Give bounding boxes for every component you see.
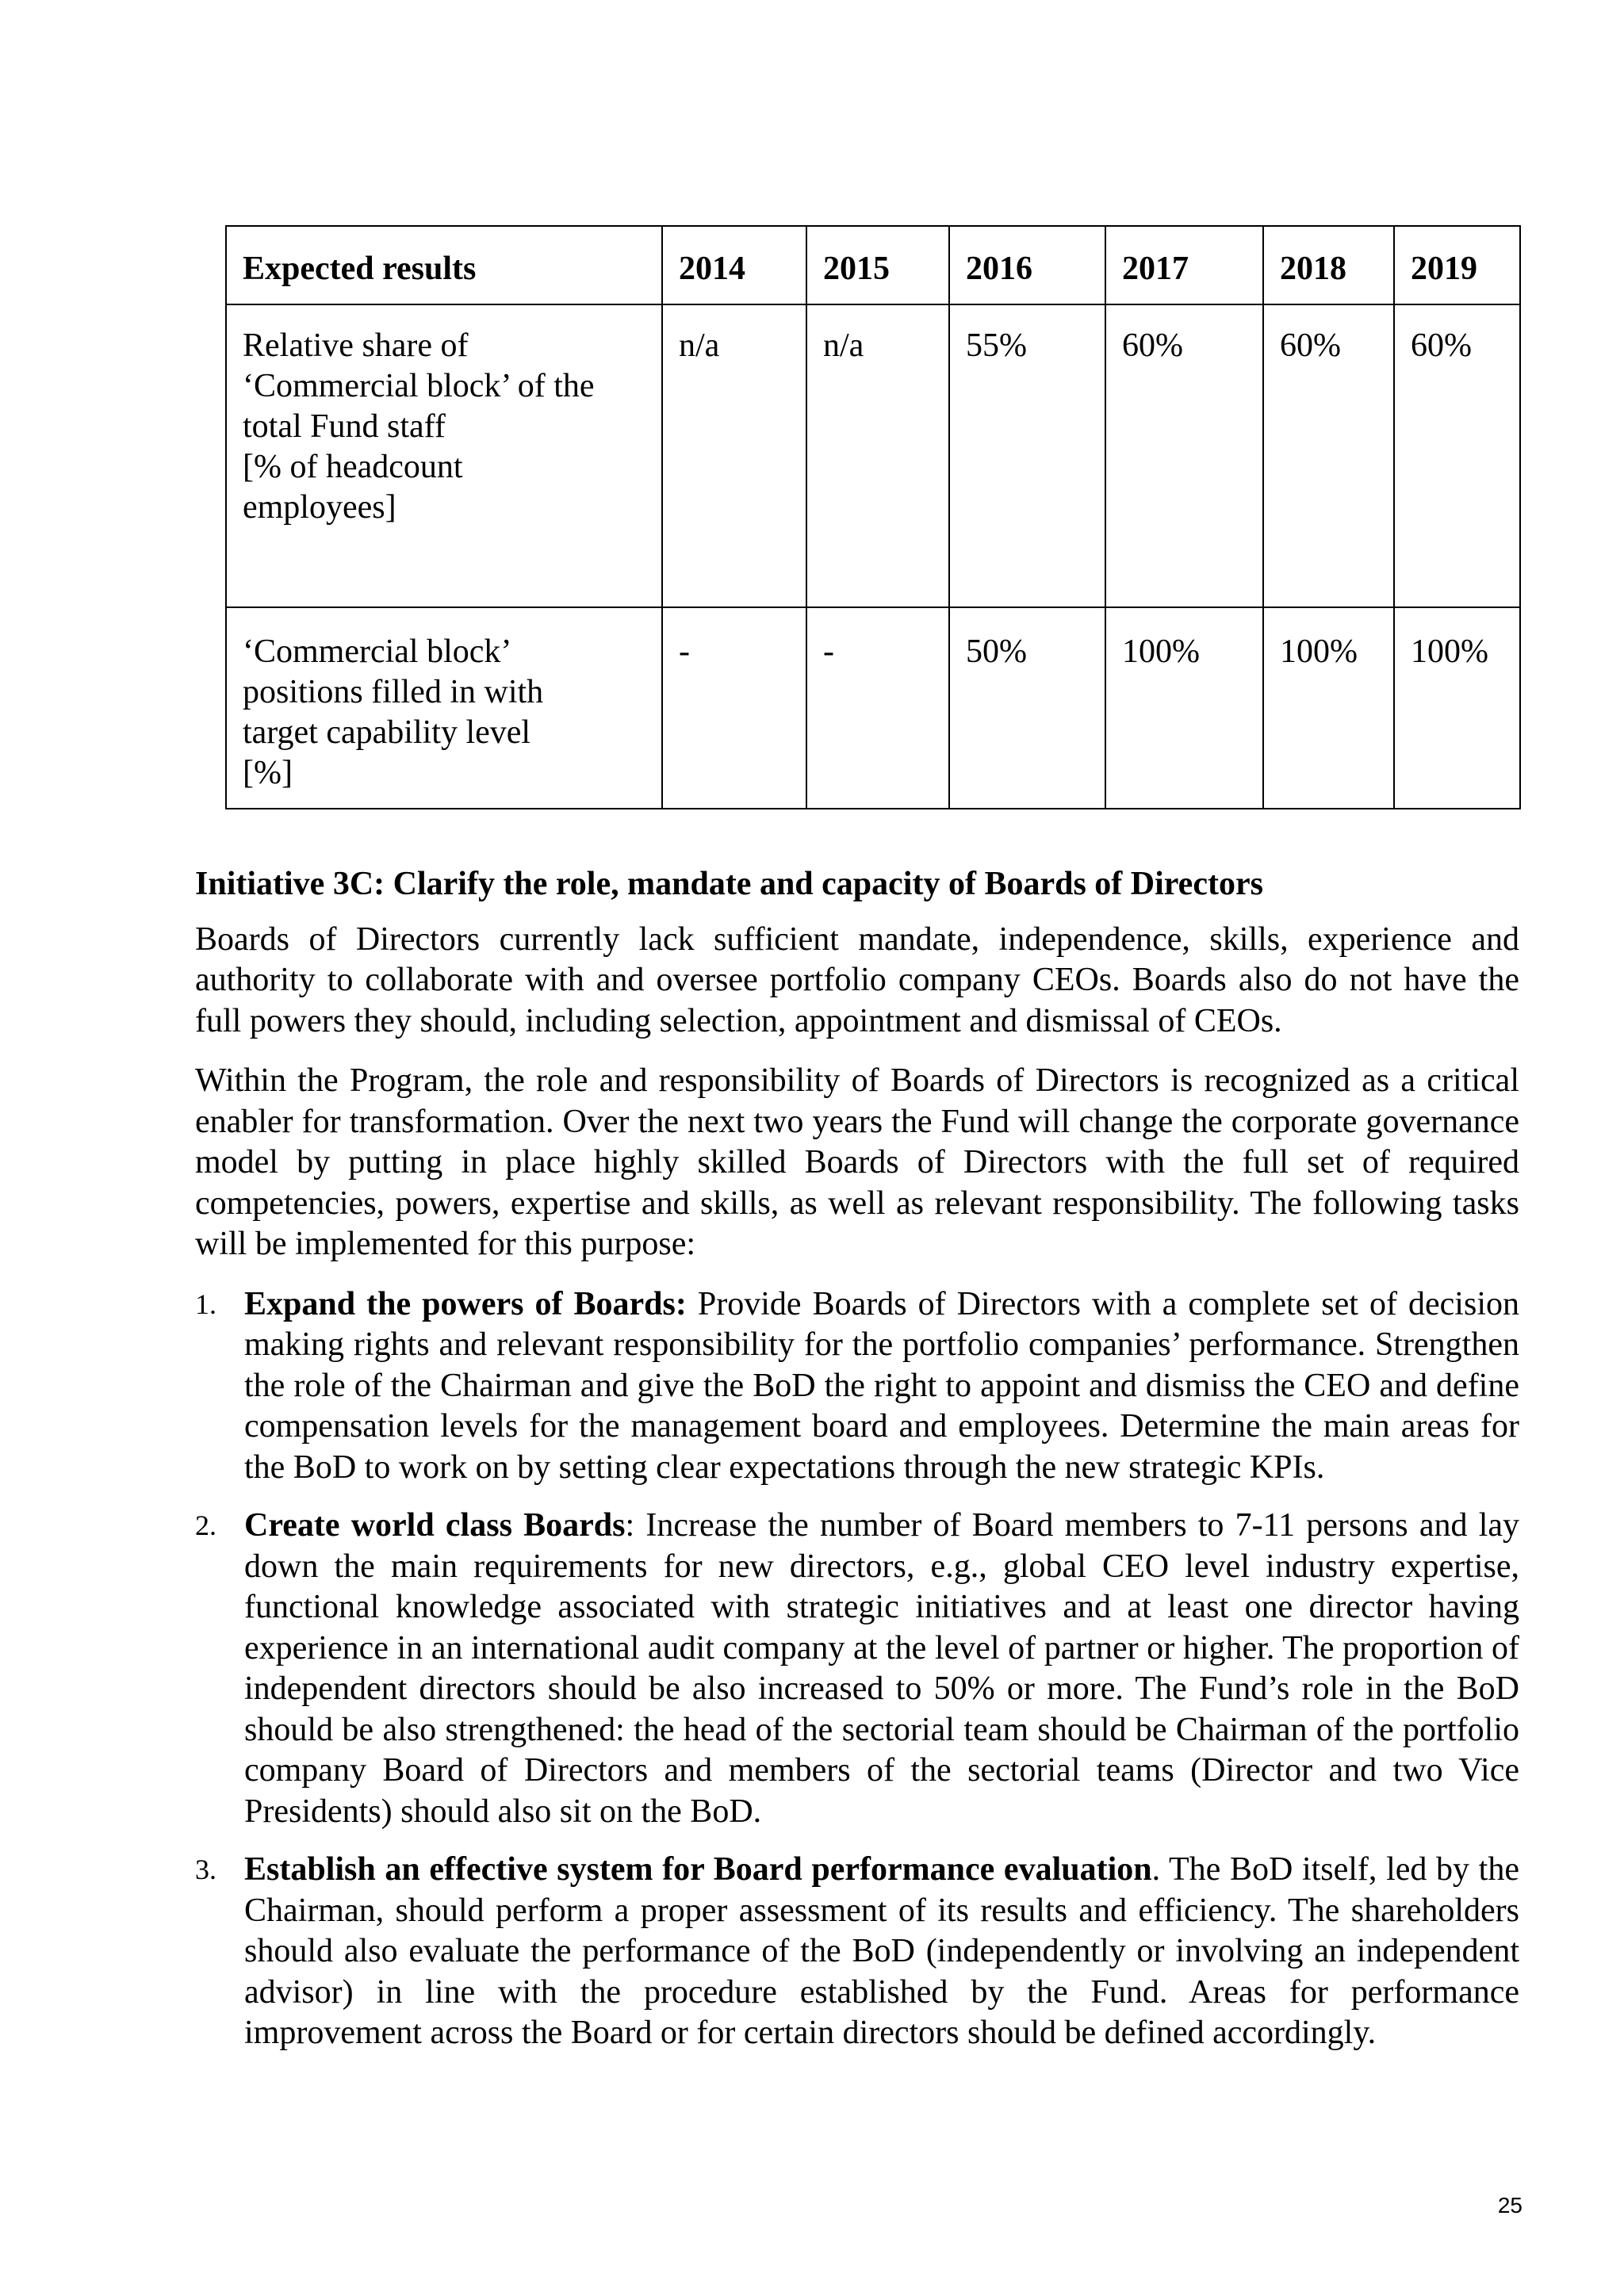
list-number: 1.: [195, 1288, 216, 1320]
row-label-line: employees]: [243, 489, 396, 526]
table-cell: 50%: [949, 607, 1105, 809]
table-cell: 60%: [1263, 304, 1394, 607]
list-item-text: : Increase the number of Board members to 7-11 persons and lay down the main requirements for new directors, e.g., global CEO level industry expertise, functional knowledge associated with strategic initiatives and at least one director having experience in an international audit company at the level of partner or higher. The proportion of independent directors should be also increased to 50% or more. The Fund’s role in the BoD should be also strengthened: the head of the sectorial team should be Chairman of the portfolio company Board of Directors and members of the sectorial teams (Director and two Vice Presidents) should also sit on the BoD.: [244, 1507, 1520, 1830]
table-row: [226, 607, 1520, 809]
table-cell: 55%: [949, 304, 1105, 607]
list-item-lead: Establish an effective system for Board performance evaluation: [244, 1851, 1152, 1888]
list-number: 2.: [195, 1510, 216, 1541]
task-list: [195, 1284, 1519, 2054]
list-number: 3.: [195, 1854, 216, 1885]
table-cell: -: [806, 607, 949, 809]
row-label-line: total Fund staff: [243, 408, 446, 445]
row-label-line: positions filled in with: [243, 674, 544, 710]
table-header-cell: 2015: [806, 226, 949, 304]
list-item-lead: Expand the powers of Boards:: [244, 1285, 687, 1322]
table-header-cell: Expected results: [226, 226, 662, 304]
table-cell: n/a: [806, 304, 949, 607]
table-cell: n/a: [662, 304, 806, 607]
table-header-cell: 2016: [949, 226, 1105, 304]
paragraph: Within the Program, the role and responsibility of Boards of Directors is recognized as a critical enabler for transformation. Over the next two years the Fund will change the corporate governance model by putting in place highly skilled Boards of Directors with the full set of required competencies, powers, expertise and skills, as well as relevant responsibility. The following tasks will be implemented for this purpose:: [195, 1062, 1519, 1262]
table-cell: 60%: [1105, 304, 1263, 607]
section-content: [195, 864, 1519, 2072]
row-label-line: ‘Commercial block’ of the: [243, 368, 595, 404]
row-label-line: Relative share of: [243, 327, 469, 364]
paragraph: Boards of Directors currently lack sufficient mandate, independence, skills, experience and authority to collaborate with and oversee portfolio company CEOs. Boards also do not have the full powers they should, including selection, appointment and dismissal of CEOs.: [195, 920, 1519, 1039]
row-label-line: [% of headcount: [243, 449, 463, 485]
row-label-line: ‘Commercial block’: [243, 633, 512, 670]
table-cell: 100%: [1394, 607, 1520, 809]
row-label-cell: [226, 304, 662, 607]
row-label-line: target capability level: [243, 714, 531, 751]
table-cell: 60%: [1394, 304, 1520, 607]
expected-results-table: [225, 225, 1521, 809]
table-row: [226, 304, 1520, 607]
list-item-text: . The BoD itself, led by the Chairman, should perform a proper assessment of its results and efficiency. The shareholders should also evaluate the performance of the BoD (independently or involving an independent advisor) in line with the procedure established by the Fund. Areas for performance improvement across the Board or for certain directors should be defined accordingly.: [244, 1851, 1519, 2051]
list-item: [195, 1506, 1519, 1832]
table-header-row: [226, 226, 1520, 304]
table-cell: -: [662, 607, 806, 809]
section-heading: Initiative 3C: Clarify the role, mandate and capacity of Boards of Directors: [195, 866, 1263, 902]
table-header-cell: 2017: [1105, 226, 1263, 304]
row-label-cell: [226, 607, 662, 809]
table-header-cell: 2014: [662, 226, 806, 304]
list-item-text: Provide Boards of Directors with a complete set of decision making rights and relevant responsibility for the portfolio companies’ performance. Strengthen the role of the Chairman and give the BoD the right to appoint and dismiss the CEO and define compensation levels for the management board and employees. Determine the main areas for the BoD to work on by setting clear expectations through the new strategic KPIs.: [244, 1285, 1519, 1486]
list-item: [195, 1284, 1519, 1489]
page-number: 25: [1497, 2193, 1522, 2218]
table-header-cell: 2018: [1263, 226, 1394, 304]
row-label-line: [%]: [243, 755, 293, 791]
table-cell: 100%: [1105, 607, 1263, 809]
table-cell: 100%: [1263, 607, 1394, 809]
table-header-cell: 2019: [1394, 226, 1520, 304]
list-item-lead: Create world class Boards: [244, 1507, 626, 1544]
list-item: [195, 1850, 1519, 2054]
